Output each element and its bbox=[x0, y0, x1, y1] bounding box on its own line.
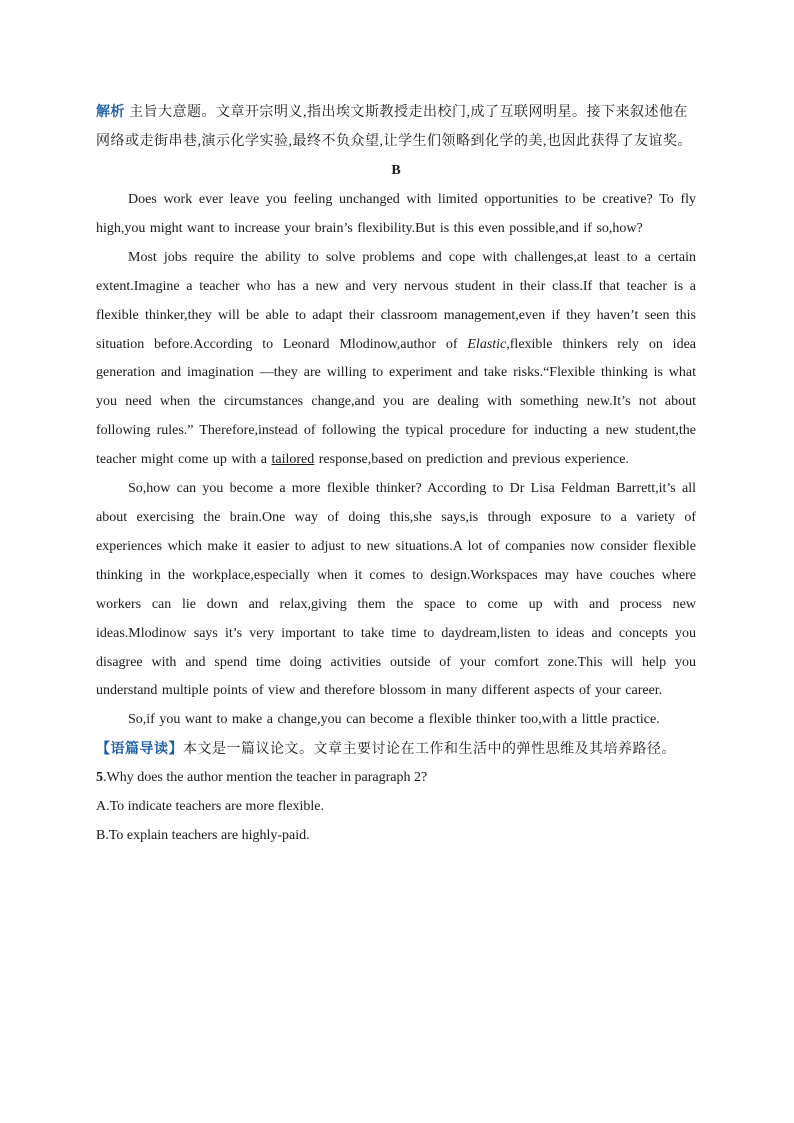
passage-paragraph-1: Does work ever leave you feeling unchanged with limited opportunities to be creative? To fly high,you might want to increase your brain’s flexibility.But is this even possible,and if so,how? bbox=[96, 192, 696, 236]
guide-label: 【语篇导读】 bbox=[96, 742, 183, 758]
question-text: .Why does the author mention the teacher in paragraph 2? bbox=[103, 770, 428, 786]
paragraph-2-text-a: Most jobs require the ability to solve problems and cope with challenges,at least to a certain extent.Imagine a teacher who has a new and very nervous student in their class.If that teacher is a flexible thinker,they will be able to adapt their classroom management,even if they haven’t seen this situation before.According to Leonard Mlodinow,author of bbox=[96, 249, 696, 352]
option-a[interactable]: A.To indicate teachers are more flexible. bbox=[96, 799, 324, 815]
book-title: Elastic bbox=[467, 336, 507, 352]
option-b[interactable]: B.To explain teachers are highly-paid. bbox=[96, 828, 310, 844]
guide-text: 本文是一篇议论文。文章主要讨论在工作和生活中的弹性思维及其培养路径。 bbox=[183, 742, 676, 758]
question-stem bbox=[96, 764, 696, 793]
passage-paragraph-3: So,how can you become a more flexible thinker? According to Dr Lisa Feldman Barrett,it’s all about exercising the brain.One way of doing this,she says,is through exposure to a variety of experiences which make it easier to adjust to new situations.A lot of companies now consider flexible thinking in the workplace,especially when it comes to design.Workspaces may have couches where workers can lie down and relax,giving them the space to come up with and process new ideas.Mlodinow says it’s very important to take time to daydream,listen to ideas and concepts you disagree with and spend time doing activities outside of your comfort zone.This will help you understand multiple points of view and therefore blossom in many different aspects of your career. bbox=[96, 481, 696, 699]
analysis-paragraph bbox=[96, 98, 696, 156]
analysis-text: 主旨大意题。文章开宗明义,指出埃文斯教授走出校门,成了互联网明星。接下来叙述他在网络或走街串巷,演示化学实验,最终不负众望,让学生们领略到化学的美,也因此获得了友谊奖。 bbox=[96, 105, 692, 149]
paragraph-2-text-c: response,based on prediction and previous experience. bbox=[314, 452, 629, 468]
passage-paragraph-2 bbox=[96, 244, 696, 475]
analysis-label: 解析 bbox=[96, 105, 125, 120]
guide-paragraph bbox=[96, 735, 696, 764]
underlined-word: tailored bbox=[271, 452, 315, 468]
document-page bbox=[96, 98, 696, 851]
question-number: 5 bbox=[96, 770, 103, 786]
paragraph-2-text-b: ,flexible thinkers rely on idea generation and imagination —they are willing to experiment and take risks.“Flexible thinking is what you need when the circumstances change,and you are dealing with something new.It’s not about following rules.” Therefore,instead of following the typical procedure for inducting a new student,the teacher might come up with a bbox=[96, 336, 696, 468]
section-title: B bbox=[391, 163, 401, 178]
passage-paragraph-4: So,if you want to make a change,you can become a flexible thinker too,with a little practice. bbox=[128, 712, 660, 728]
